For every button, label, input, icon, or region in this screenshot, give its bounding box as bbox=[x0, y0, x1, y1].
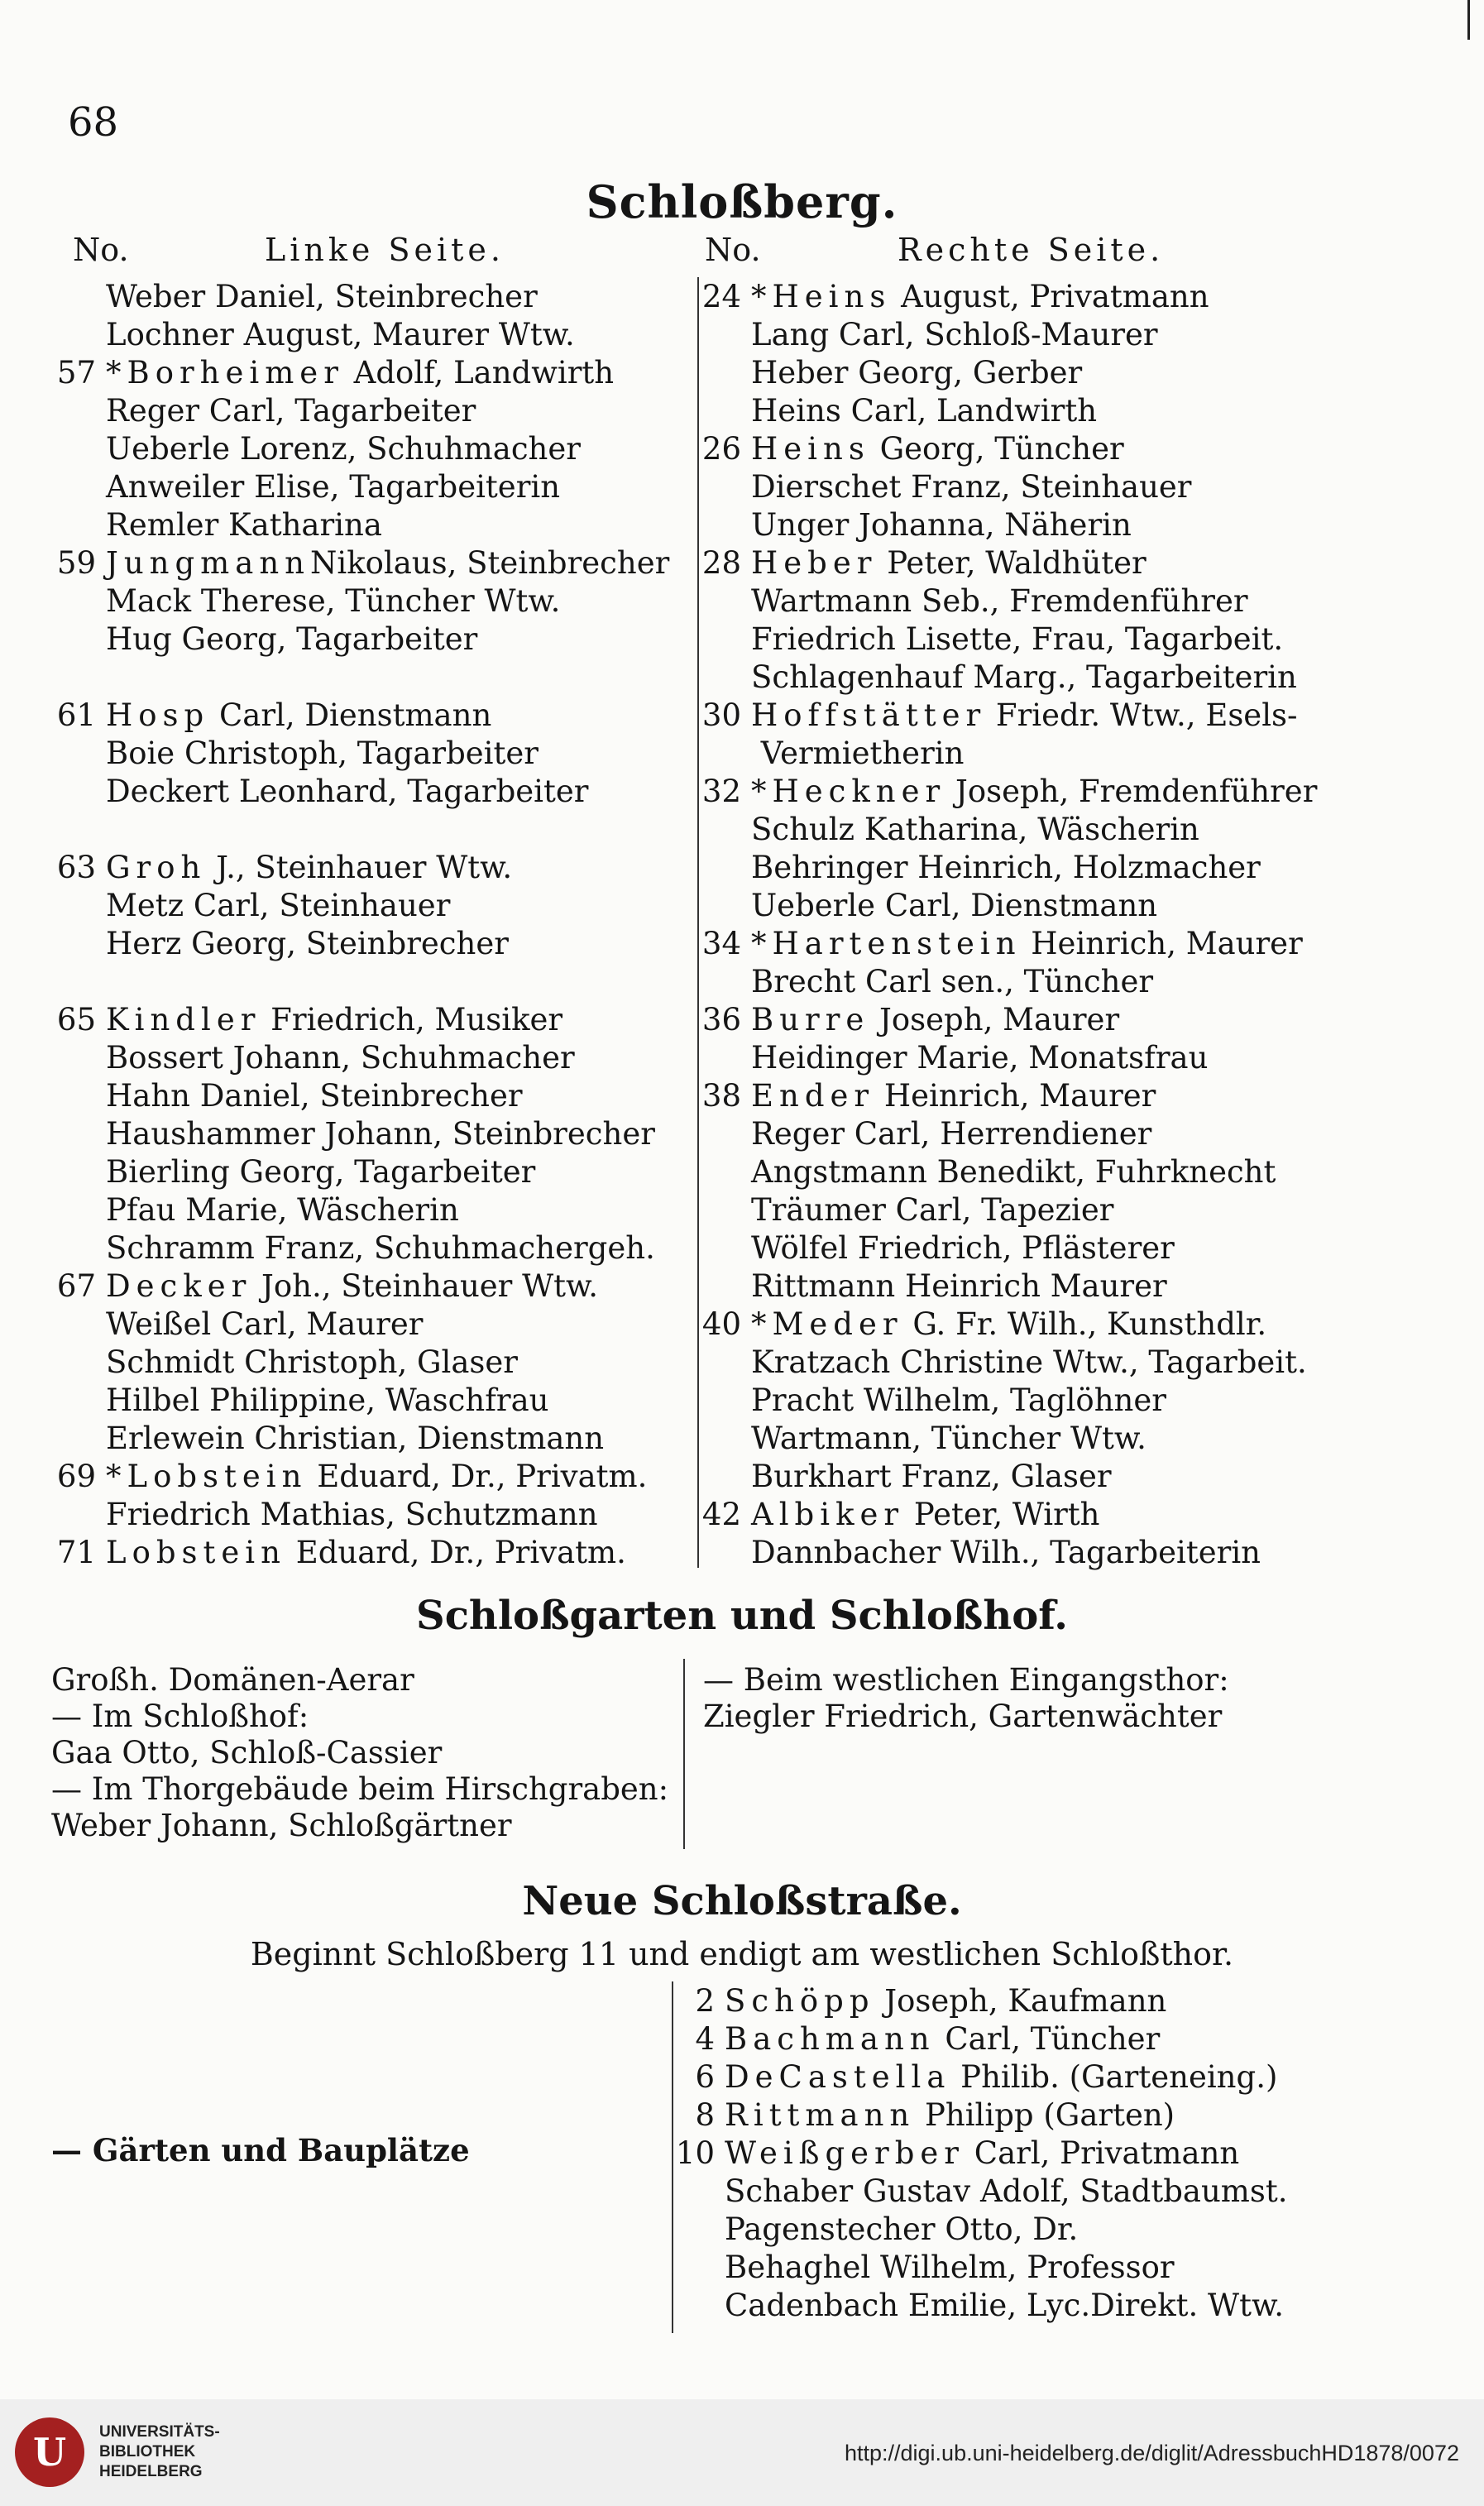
entry-text: Rittmann Heinrich Maurer bbox=[751, 1268, 1167, 1304]
entry-text: Boie Christoph, Tagarbeiter bbox=[106, 736, 539, 771]
section-title-schlossberg: Schloßberg. bbox=[586, 175, 898, 228]
entry-row bbox=[43, 354, 614, 392]
owner-name: Ender bbox=[751, 1078, 875, 1114]
entry-row bbox=[43, 430, 581, 468]
entry-row bbox=[662, 1982, 1166, 2020]
entry-row bbox=[688, 430, 1124, 468]
entry-text: Peter, Wirth bbox=[904, 1497, 1100, 1532]
entry-text: Lochner August, Maurer Wtw. bbox=[106, 317, 575, 352]
entry-text: August, Privatmann bbox=[891, 279, 1209, 314]
house-number: 34 bbox=[701, 926, 741, 961]
entry-text: Reger Carl, Herrendiener bbox=[751, 1116, 1152, 1152]
house-number: 2 bbox=[695, 1983, 715, 2019]
house-number: 42 bbox=[701, 1497, 741, 1532]
entry-text: Hahn Daniel, Steinbrecher bbox=[106, 1078, 523, 1114]
owner-name: Jungmann bbox=[106, 545, 310, 581]
entry-row bbox=[688, 697, 1298, 735]
entry-text: Schmidt Christoph, Glaser bbox=[106, 1344, 518, 1380]
entry-row bbox=[43, 1153, 535, 1191]
entry-text: Friedrich Mathias, Schutzmann bbox=[106, 1497, 598, 1532]
entry-row bbox=[43, 1496, 598, 1534]
entry-row bbox=[688, 1039, 1208, 1077]
entry-row bbox=[43, 735, 539, 773]
entry-row bbox=[43, 925, 509, 963]
entry-text: Haushammer Johann, Steinbrecher bbox=[106, 1116, 655, 1152]
entry-row bbox=[43, 773, 588, 811]
entry-text: Joseph, Maurer bbox=[869, 1002, 1120, 1037]
entry-text: Ueberle Carl, Dienstmann bbox=[751, 888, 1158, 923]
entry-row bbox=[43, 697, 491, 735]
entry-text: Reger Carl, Tagarbeiter bbox=[106, 393, 476, 429]
entry-text: Schramm Franz, Schuhmachergeh. bbox=[106, 1230, 655, 1266]
entry-row bbox=[43, 506, 382, 544]
entry-text: Dierschet Franz, Steinhauer bbox=[751, 469, 1192, 505]
owner-name: Groh bbox=[106, 850, 207, 885]
entry-row bbox=[688, 773, 1317, 811]
entry-text: Philipp (Garten) bbox=[915, 2097, 1175, 2133]
entry-row bbox=[688, 544, 1147, 582]
entry-line: Weber Johann, Schloßgärtner bbox=[51, 1808, 512, 1843]
owner-name: Heins bbox=[751, 431, 870, 467]
owner-name: Hosp bbox=[106, 697, 210, 733]
entry-text: Carl, Tüncher bbox=[935, 2021, 1161, 2057]
footer-bar bbox=[0, 2399, 1484, 2506]
entry-row bbox=[688, 659, 1297, 697]
entry-text: Friedrich Lisette, Frau, Tagarbeit. bbox=[751, 621, 1284, 657]
entry-text: Cadenbach Emilie, Lyc.Direkt. Wtw. bbox=[725, 2288, 1284, 2323]
entry-text: Kratzach Christine Wtw., Tagarbeit. bbox=[751, 1344, 1307, 1380]
entry-row bbox=[43, 621, 477, 659]
entry-line: — Im Schloßhof: bbox=[51, 1699, 309, 1734]
owner-name: *Meder bbox=[751, 1306, 903, 1342]
entry-row bbox=[688, 963, 1153, 1001]
house-number: 38 bbox=[701, 1078, 741, 1114]
entry-text: Eduard, Dr., Privatm. bbox=[285, 1535, 626, 1570]
street-description: Beginnt Schloßberg 11 und endigt am westlichen Schloßthor. bbox=[250, 1936, 1234, 1972]
entry-text: Metz Carl, Steinhauer bbox=[106, 888, 451, 923]
entry-text: Peter, Waldhüter bbox=[877, 545, 1147, 581]
entry-text: Pracht Wilhelm, Taglöhner bbox=[751, 1382, 1166, 1418]
entry-text: Wölfel Friedrich, Pflästerer bbox=[751, 1230, 1175, 1266]
entry-row bbox=[688, 1382, 1166, 1420]
entry-text: Schlagenhauf Marg., Tagarbeiterin bbox=[751, 659, 1297, 695]
page-number: 68 bbox=[68, 99, 119, 146]
entry-row bbox=[688, 506, 1132, 544]
entry-row bbox=[688, 887, 1157, 925]
owner-name: Hoffstätter bbox=[751, 697, 987, 733]
entry-row bbox=[662, 2096, 1175, 2135]
entry-text: Weber Daniel, Steinbrecher bbox=[106, 279, 538, 314]
house-number: 65 bbox=[56, 1002, 96, 1037]
entry-text: Carl, Dienstmann bbox=[209, 697, 492, 733]
entry-row bbox=[43, 1267, 598, 1306]
entry-text: Weißel Carl, Maurer bbox=[106, 1306, 424, 1342]
entry-text: Heidinger Marie, Monatsfrau bbox=[751, 1040, 1209, 1076]
entry-text: Dannbacher Wilh., Tagarbeiterin bbox=[751, 1535, 1261, 1570]
gardens-label: — Gärten und Bauplätze bbox=[51, 2132, 470, 2168]
entry-row bbox=[43, 1344, 518, 1382]
entry-line: — Beim westlichen Eingangsthor: bbox=[703, 1662, 1229, 1698]
owner-name: Decker bbox=[106, 1268, 252, 1304]
entry-row bbox=[43, 887, 450, 925]
entry-text: Remler Katharina bbox=[106, 507, 382, 543]
house-number: 32 bbox=[701, 774, 741, 809]
owner-name: Heber bbox=[751, 545, 878, 581]
house-number: 30 bbox=[701, 697, 741, 733]
house-number: 4 bbox=[695, 2021, 715, 2057]
entry-row bbox=[662, 2249, 1175, 2287]
entry-text: Philib. (Garteneing.) bbox=[950, 2059, 1278, 2095]
entry-row bbox=[688, 1344, 1307, 1382]
section-title-neue-schlossstrasse: Neue Schloßstraße. bbox=[522, 1878, 962, 1924]
entry-line: Ziegler Friedrich, Gartenwächter bbox=[703, 1699, 1223, 1734]
entry-text: J., Steinhauer Wtw. bbox=[206, 850, 513, 885]
entry-text: Joseph, Kaufmann bbox=[874, 1983, 1167, 2019]
house-number: 40 bbox=[701, 1306, 741, 1342]
entry-row bbox=[43, 1382, 548, 1420]
entry-text: Friedr. Wtw., Esels- bbox=[986, 697, 1298, 733]
library-name: UNIVERSITÄTS- BIBLIOTHEK HEIDELBERG bbox=[99, 2423, 220, 2480]
house-number: 36 bbox=[701, 1002, 741, 1037]
entry-line: — Im Thorgebäude beim Hirschgraben: bbox=[51, 1771, 669, 1807]
entry-row bbox=[688, 735, 964, 773]
entry-text: Deckert Leonhard, Tagarbeiter bbox=[106, 774, 589, 809]
owner-name: *Lobstein bbox=[106, 1459, 308, 1494]
house-number: 6 bbox=[695, 2059, 715, 2095]
entry-text: Burkhart Franz, Glaser bbox=[751, 1459, 1112, 1494]
entry-row bbox=[662, 2135, 1239, 2173]
entry-text: Anweiler Elise, Tagarbeiterin bbox=[106, 469, 561, 505]
entry-row bbox=[688, 1191, 1113, 1229]
house-number: 67 bbox=[56, 1268, 96, 1304]
entry-row bbox=[688, 278, 1209, 316]
house-number: 59 bbox=[56, 545, 96, 581]
entry-row bbox=[43, 1534, 626, 1572]
entry-row bbox=[43, 849, 512, 887]
entry-row bbox=[662, 2211, 1078, 2249]
owner-name: *Heins bbox=[751, 279, 892, 314]
owner-name: Lobstein bbox=[106, 1535, 286, 1570]
entry-text: G. Fr. Wilh., Kunsthdlr. bbox=[902, 1306, 1267, 1342]
entry-text: Hug Georg, Tagarbeiter bbox=[106, 621, 478, 657]
entry-text: Behringer Heinrich, Holzmacher bbox=[751, 850, 1261, 885]
entry-text: Carl, Privatmann bbox=[965, 2135, 1240, 2171]
owner-name: DeCastella bbox=[725, 2059, 951, 2095]
entry-row bbox=[662, 2173, 1287, 2211]
owner-name: Bachmann bbox=[725, 2021, 936, 2057]
entry-row bbox=[688, 1496, 1099, 1534]
entry-text: Bossert Johann, Schuhmacher bbox=[106, 1040, 575, 1076]
entry-row bbox=[43, 963, 106, 1001]
house-number: 57 bbox=[56, 355, 96, 391]
house-number: 28 bbox=[701, 545, 741, 581]
house-number: 61 bbox=[56, 697, 96, 733]
entry-row bbox=[43, 316, 575, 354]
entry-row bbox=[662, 2020, 1160, 2058]
entry-row bbox=[688, 1420, 1147, 1458]
entry-text: Heinrich, Maurer bbox=[1021, 926, 1303, 961]
owner-name: *Heckner bbox=[751, 774, 946, 809]
entry-row bbox=[662, 2287, 1284, 2325]
entry-text: Lang Carl, Schloß-Maurer bbox=[751, 317, 1158, 352]
entry-text: Joseph, Fremdenführer bbox=[945, 774, 1318, 809]
entry-row bbox=[43, 1458, 647, 1496]
entry-row bbox=[688, 1458, 1112, 1496]
entry-text: Friedrich, Musiker bbox=[261, 1002, 563, 1037]
entry-text: Ueberle Lorenz, Schuhmacher bbox=[106, 431, 581, 467]
entry-text: Brecht Carl sen., Tüncher bbox=[751, 964, 1154, 999]
entry-text: Schaber Gustav Adolf, Stadtbaumst. bbox=[725, 2173, 1288, 2209]
entry-text: Adolf, Landwirth bbox=[343, 355, 615, 391]
house-number: 71 bbox=[56, 1535, 96, 1570]
entry-text: Angstmann Benedikt, Fuhrknecht bbox=[751, 1154, 1276, 1190]
owner-name: *Hartenstein bbox=[751, 926, 1022, 961]
entry-row bbox=[662, 2058, 1277, 2096]
university-logo: U bbox=[15, 2417, 84, 2487]
entry-row bbox=[43, 659, 106, 697]
house-number: 63 bbox=[56, 850, 96, 885]
entry-row bbox=[688, 1077, 1156, 1115]
entry-text: Mack Therese, Tüncher Wtw. bbox=[106, 583, 561, 619]
house-number: 8 bbox=[695, 2097, 715, 2133]
entry-row bbox=[43, 468, 560, 506]
scan-edge-mark bbox=[1467, 0, 1470, 40]
entry-row bbox=[688, 1267, 1167, 1306]
entry-row bbox=[43, 582, 560, 621]
entry-text: Eduard, Dr., Privatm. bbox=[307, 1459, 648, 1494]
entry-text: Heinrich, Maurer bbox=[874, 1078, 1156, 1114]
entry-text: Pfau Marie, Wäscherin bbox=[106, 1192, 459, 1228]
entry-text: Behaghel Wilhelm, Professor bbox=[725, 2250, 1175, 2285]
section-title-schlossgarten: Schloßgarten und Schloßhof. bbox=[416, 1593, 1068, 1639]
house-number: 24 bbox=[701, 279, 741, 314]
entry-text: Heins Carl, Landwirth bbox=[751, 393, 1098, 429]
entry-row bbox=[688, 1306, 1266, 1344]
entry-row bbox=[43, 1001, 562, 1039]
entry-row bbox=[688, 392, 1097, 430]
owner-name: Albiker bbox=[751, 1497, 905, 1532]
owner-name: Burre bbox=[751, 1002, 870, 1037]
entry-text: Herz Georg, Steinbrecher bbox=[106, 926, 509, 961]
entry-row bbox=[688, 1534, 1261, 1572]
entry-row bbox=[688, 1001, 1119, 1039]
entry-row bbox=[688, 354, 1082, 392]
entry-line: Gaa Otto, Schloß-Cassier bbox=[51, 1735, 443, 1770]
entry-row bbox=[43, 1077, 523, 1115]
left-column-header: Linke Seite. bbox=[265, 232, 505, 268]
entry-text: Nikolaus, Steinbrecher bbox=[309, 545, 670, 581]
entry-row bbox=[43, 1115, 655, 1153]
house-number: 26 bbox=[701, 431, 741, 467]
column-divider-2 bbox=[683, 1659, 685, 1849]
entry-row bbox=[43, 811, 106, 849]
entry-row bbox=[688, 1153, 1276, 1191]
entry-text: Schulz Katharina, Wäscherin bbox=[751, 812, 1199, 847]
entry-row bbox=[43, 1191, 459, 1229]
entry-text: Georg, Tüncher bbox=[869, 431, 1124, 467]
house-number: 69 bbox=[56, 1459, 96, 1494]
entry-row bbox=[688, 1115, 1151, 1153]
owner-name: Rittmann bbox=[725, 2097, 916, 2133]
entry-row bbox=[688, 316, 1158, 354]
right-column-no-header: No. bbox=[705, 232, 761, 268]
owner-name: Weißgerber bbox=[725, 2135, 965, 2171]
owner-name: Schöpp bbox=[725, 1983, 875, 2019]
source-url[interactable]: http://digi.ub.uni-heidelberg.de/diglit/AdressbuchHD1878/0072 bbox=[844, 2441, 1459, 2465]
entry-row bbox=[43, 392, 476, 430]
entry-line: Großh. Domänen-Aerar bbox=[51, 1662, 414, 1698]
owner-name: Kindler bbox=[106, 1002, 261, 1037]
entry-row bbox=[688, 621, 1283, 659]
entry-text: Erlewein Christian, Dienstmann bbox=[106, 1421, 605, 1456]
entry-text: Wartmann Seb., Fremdenführer bbox=[751, 583, 1248, 619]
entry-row bbox=[688, 1229, 1175, 1267]
entry-text: Wartmann, Tüncher Wtw. bbox=[751, 1421, 1147, 1456]
entry-row bbox=[688, 582, 1248, 621]
entry-row bbox=[688, 811, 1199, 849]
entry-row bbox=[43, 1420, 604, 1458]
entry-row bbox=[688, 468, 1192, 506]
entry-row bbox=[43, 544, 669, 582]
entry-row bbox=[688, 849, 1261, 887]
right-column-header: Rechte Seite. bbox=[898, 232, 1165, 268]
entry-text: Joh., Steinhauer Wtw. bbox=[251, 1268, 599, 1304]
entry-row bbox=[43, 1229, 655, 1267]
entry-text: Hilbel Philippine, Waschfrau bbox=[106, 1382, 549, 1418]
entry-row bbox=[43, 1039, 575, 1077]
left-column-no-header: No. bbox=[73, 232, 129, 268]
entry-text: Unger Johanna, Näherin bbox=[751, 507, 1132, 543]
entry-row bbox=[43, 278, 538, 316]
entry-text: Pagenstecher Otto, Dr. bbox=[725, 2211, 1079, 2247]
entry-row bbox=[688, 925, 1303, 963]
entry-text: Träumer Carl, Tapezier bbox=[751, 1192, 1114, 1228]
entry-row bbox=[43, 1306, 423, 1344]
house-number: 10 bbox=[675, 2135, 715, 2171]
entry-text: Heber Georg, Gerber bbox=[751, 355, 1083, 391]
entry-text: Bierling Georg, Tagarbeiter bbox=[106, 1154, 536, 1190]
owner-name: *Borheimer bbox=[106, 355, 344, 391]
entry-text: Vermietherin bbox=[751, 736, 965, 771]
